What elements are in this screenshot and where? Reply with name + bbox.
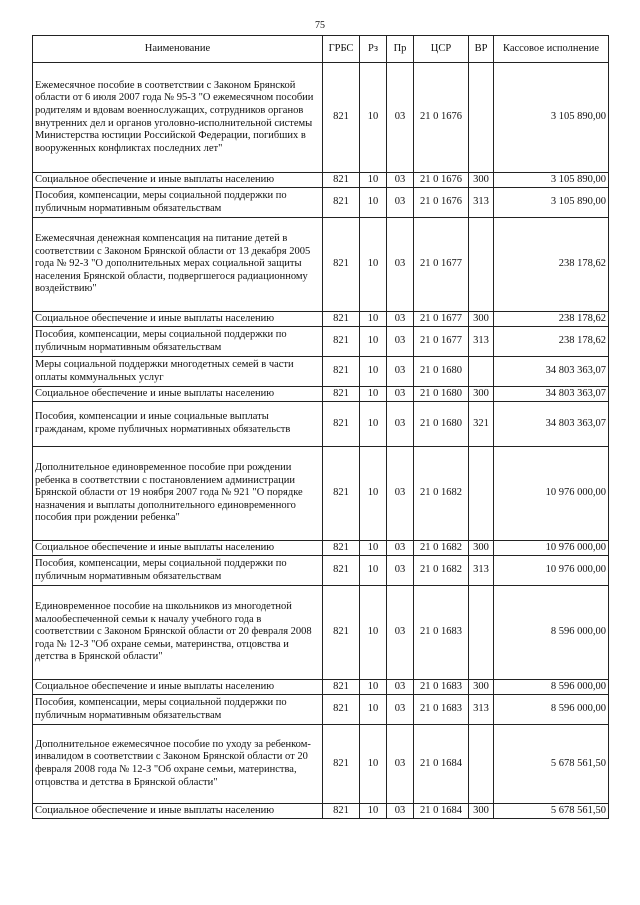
cell-csr: 21 0 1683: [414, 680, 469, 695]
cell-vr: 313: [469, 556, 494, 586]
cell-rz: 10: [360, 218, 387, 312]
cell-vr: 300: [469, 173, 494, 188]
cell-vr: 313: [469, 327, 494, 357]
cell-rz: 10: [360, 447, 387, 541]
cell-rz: 10: [360, 357, 387, 387]
table-row: [33, 541, 609, 556]
cell-name: Социальное обеспечение и иные выплаты населению: [33, 173, 323, 188]
cell-grbs: 821: [323, 804, 360, 819]
cell-rz: 10: [360, 387, 387, 402]
cell-grbs: 821: [323, 680, 360, 695]
header-name: Наименование: [33, 36, 323, 63]
cell-pr: 03: [387, 541, 414, 556]
page-number: 75: [315, 20, 325, 31]
header-amount: Кассовое исполнение: [494, 36, 609, 63]
cell-pr: 03: [387, 387, 414, 402]
cell-name: Пособия, компенсации и иные социальные выплаты гражданам, кроме публичных нормативных обязательств: [33, 402, 323, 447]
table-row: [33, 387, 609, 402]
cell-grbs: 821: [323, 725, 360, 804]
cell-vr: 313: [469, 188, 494, 218]
cell-amount: 8 596 000,00: [494, 680, 609, 695]
cell-pr: 03: [387, 556, 414, 586]
cell-name: Меры социальной поддержки многодетных семей в части оплаты коммунальных услуг: [33, 357, 323, 387]
cell-name: Пособия, компенсации, меры социальной поддержки по публичным нормативным обязательствам: [33, 556, 323, 586]
cell-pr: 03: [387, 63, 414, 173]
table-row: [33, 63, 609, 173]
cell-name: Социальное обеспечение и иные выплаты населению: [33, 804, 323, 819]
table-row: [33, 725, 609, 804]
cell-pr: 03: [387, 218, 414, 312]
table-row: [33, 680, 609, 695]
cell-csr: 21 0 1680: [414, 402, 469, 447]
table-row: [33, 312, 609, 327]
cell-pr: 03: [387, 695, 414, 725]
cell-vr: 300: [469, 387, 494, 402]
cell-pr: 03: [387, 447, 414, 541]
cell-csr: 21 0 1684: [414, 725, 469, 804]
cell-grbs: 821: [323, 357, 360, 387]
cell-vr: 300: [469, 312, 494, 327]
table-row: [33, 695, 609, 725]
cell-csr: 21 0 1677: [414, 312, 469, 327]
cell-rz: 10: [360, 541, 387, 556]
cell-amount: 10 976 000,00: [494, 541, 609, 556]
cell-amount: 5 678 561,50: [494, 725, 609, 804]
table-row: [33, 173, 609, 188]
cell-name: Единовременное пособие на школьников из многодетной малообеспеченной семьи к началу учебного года в соответствии с Законом Брянской области от 20 февраля 2008 года № 12-З "Об охране семьи, материнства, отцовства и детства в Брянской области": [33, 586, 323, 680]
cell-name: Ежемесячная денежная компенсация на питание детей в соответствии с Законом Брянской области от 13 декабря 2005 года № 92-З "О дополнительных мерах социальной защиты населения Брянской области, подвергшегося радиационному воздействию": [33, 218, 323, 312]
cell-vr: [469, 725, 494, 804]
cell-amount: 8 596 000,00: [494, 586, 609, 680]
budget-execution-table: [32, 35, 609, 819]
cell-grbs: 821: [323, 63, 360, 173]
cell-rz: 10: [360, 804, 387, 819]
header-grbs: ГРБС: [323, 36, 360, 63]
cell-rz: 10: [360, 402, 387, 447]
cell-rz: 10: [360, 586, 387, 680]
cell-vr: [469, 63, 494, 173]
cell-rz: 10: [360, 695, 387, 725]
cell-name: Пособия, компенсации, меры социальной поддержки по публичным нормативным обязательствам: [33, 695, 323, 725]
cell-rz: 10: [360, 327, 387, 357]
cell-rz: 10: [360, 312, 387, 327]
cell-csr: 21 0 1682: [414, 556, 469, 586]
table-row: [33, 357, 609, 387]
cell-name: Ежемесячное пособие в соответствии с Законом Брянской области от 6 июля 2007 года № 95-З "О ежемесячном пособии родителям и вдовам военнослужащих, сотрудников органов внутренних дел и органов уголовно-исполнительной системы Министерства юстиции Российской Федерации, погибших в вооруженных конфликтах последних лет": [33, 63, 323, 173]
cell-grbs: 821: [323, 447, 360, 541]
cell-amount: 238 178,62: [494, 327, 609, 357]
cell-grbs: 821: [323, 402, 360, 447]
cell-pr: 03: [387, 586, 414, 680]
cell-pr: 03: [387, 173, 414, 188]
cell-name: Социальное обеспечение и иные выплаты населению: [33, 680, 323, 695]
header-vr: ВР: [469, 36, 494, 63]
cell-rz: 10: [360, 680, 387, 695]
cell-csr: 21 0 1677: [414, 327, 469, 357]
table-row: [33, 188, 609, 218]
cell-rz: 10: [360, 63, 387, 173]
cell-csr: 21 0 1683: [414, 695, 469, 725]
cell-rz: 10: [360, 188, 387, 218]
cell-pr: 03: [387, 312, 414, 327]
cell-amount: 238 178,62: [494, 312, 609, 327]
cell-grbs: 821: [323, 695, 360, 725]
cell-pr: 03: [387, 188, 414, 218]
cell-csr: 21 0 1683: [414, 586, 469, 680]
cell-rz: 10: [360, 556, 387, 586]
header-rz: Рз: [360, 36, 387, 63]
table-row: [33, 447, 609, 541]
cell-amount: 8 596 000,00: [494, 695, 609, 725]
cell-vr: 300: [469, 680, 494, 695]
cell-vr: 321: [469, 402, 494, 447]
cell-name: Пособия, компенсации, меры социальной поддержки по публичным нормативным обязательствам: [33, 327, 323, 357]
table-body: [33, 63, 609, 819]
cell-grbs: 821: [323, 556, 360, 586]
table-header-row: [33, 36, 609, 63]
cell-csr: 21 0 1676: [414, 188, 469, 218]
cell-name: Дополнительное единовременное пособие при рождении ребенка в соответствии с постановлением администрации Брянской области от 19 ноября 2007 года № 921 "О порядке назначения и выплаты дополнительного единовременного пособия при рождении ребенка": [33, 447, 323, 541]
cell-grbs: 821: [323, 312, 360, 327]
cell-vr: 313: [469, 695, 494, 725]
cell-vr: 300: [469, 541, 494, 556]
cell-name: Дополнительное ежемесячное пособие по уходу за ребенком-инвалидом в соответствии с Законом Брянской области от 20 февраля 2008 года № 12-З "Об охране семьи, материнства, отцовства и детства в Брянской области": [33, 725, 323, 804]
cell-pr: 03: [387, 357, 414, 387]
table-row: [33, 556, 609, 586]
cell-grbs: 821: [323, 188, 360, 218]
cell-pr: 03: [387, 680, 414, 695]
cell-grbs: 821: [323, 387, 360, 402]
cell-amount: 3 105 890,00: [494, 173, 609, 188]
cell-grbs: 821: [323, 541, 360, 556]
cell-csr: 21 0 1680: [414, 357, 469, 387]
cell-amount: 34 803 363,07: [494, 357, 609, 387]
cell-vr: [469, 586, 494, 680]
cell-grbs: 821: [323, 586, 360, 680]
cell-grbs: 821: [323, 218, 360, 312]
cell-amount: 10 976 000,00: [494, 447, 609, 541]
cell-rz: 10: [360, 725, 387, 804]
cell-name: Социальное обеспечение и иные выплаты населению: [33, 387, 323, 402]
table-row: [33, 402, 609, 447]
cell-rz: 10: [360, 173, 387, 188]
cell-amount: 238 178,62: [494, 218, 609, 312]
cell-csr: 21 0 1680: [414, 387, 469, 402]
cell-pr: 03: [387, 804, 414, 819]
table-row: [33, 218, 609, 312]
cell-vr: 300: [469, 804, 494, 819]
cell-pr: 03: [387, 725, 414, 804]
cell-grbs: 821: [323, 173, 360, 188]
cell-name: Социальное обеспечение и иные выплаты населению: [33, 312, 323, 327]
cell-vr: [469, 447, 494, 541]
cell-pr: 03: [387, 402, 414, 447]
cell-amount: 34 803 363,07: [494, 402, 609, 447]
cell-grbs: 821: [323, 327, 360, 357]
cell-csr: 21 0 1684: [414, 804, 469, 819]
cell-vr: [469, 357, 494, 387]
cell-amount: 3 105 890,00: [494, 188, 609, 218]
cell-amount: 10 976 000,00: [494, 556, 609, 586]
table-row: [33, 804, 609, 819]
cell-csr: 21 0 1677: [414, 218, 469, 312]
header-csr: ЦСР: [414, 36, 469, 63]
cell-csr: 21 0 1682: [414, 541, 469, 556]
cell-amount: 34 803 363,07: [494, 387, 609, 402]
header-pr: Пр: [387, 36, 414, 63]
cell-csr: 21 0 1682: [414, 447, 469, 541]
cell-name: Пособия, компенсации, меры социальной поддержки по публичным нормативным обязательствам: [33, 188, 323, 218]
cell-pr: 03: [387, 327, 414, 357]
cell-csr: 21 0 1676: [414, 63, 469, 173]
cell-vr: [469, 218, 494, 312]
cell-csr: 21 0 1676: [414, 173, 469, 188]
cell-amount: 5 678 561,50: [494, 804, 609, 819]
cell-name: Социальное обеспечение и иные выплаты населению: [33, 541, 323, 556]
table-row: [33, 586, 609, 680]
cell-amount: 3 105 890,00: [494, 63, 609, 173]
table-row: [33, 327, 609, 357]
